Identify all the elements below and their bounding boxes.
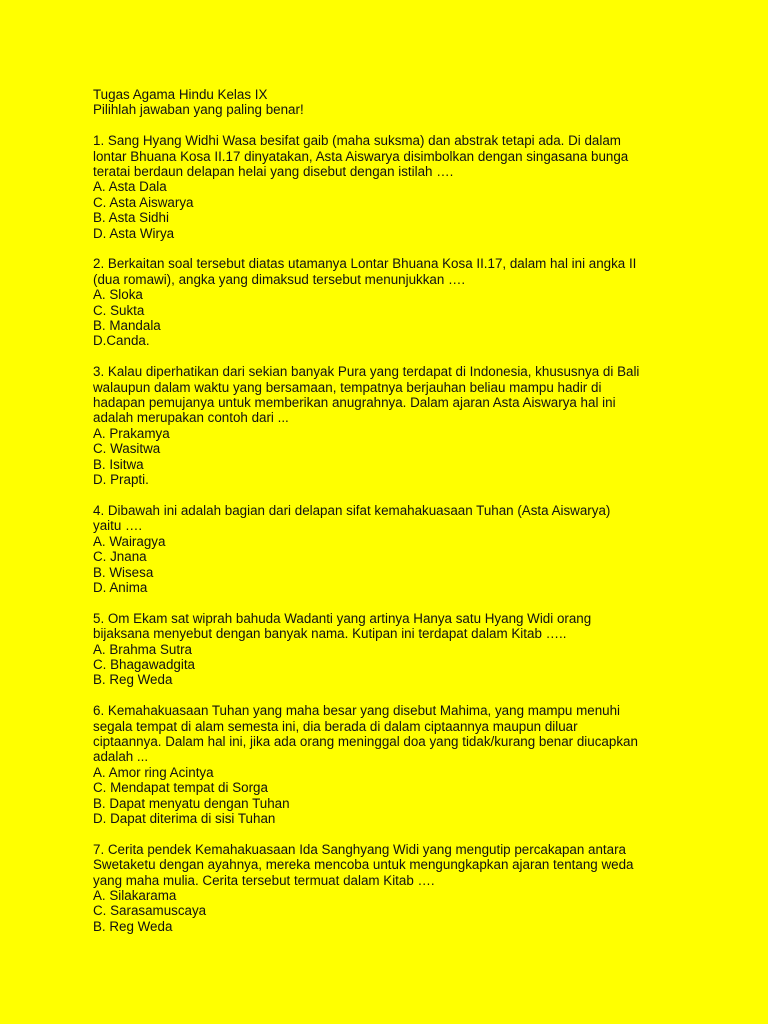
question-text-line: teratai berdaun delapan helai yang disebut dengan istilah …. — [93, 164, 454, 180]
answer-option: A. Brahma Sutra — [93, 641, 192, 657]
question-4 — [93, 503, 733, 595]
answer-option: B. Asta Sidhi — [93, 210, 169, 226]
answer-option: D. Prapti. — [93, 472, 149, 488]
question-text-line: 3. Kalau diperhatikan dari sekian banyak Pura yang terdapat di Indonesia, khususnya di Bali — [93, 364, 640, 380]
question-text-line: (dua romawi), angka yang dimaksud tersebut menunjukkan …. — [93, 271, 466, 287]
answer-option: B. Wisesa — [93, 564, 154, 580]
question-text-line: 7. Cerita pendek Kemahakuasaan Ida Sanghyang Widi yang mengutip percakapan antara — [93, 841, 627, 857]
answer-option: C. Bhagawadgita — [93, 656, 195, 672]
answer-option: C. Jnana — [93, 549, 147, 565]
question-text-line: 6. Kemahakuasaan Tuhan yang maha besar yang disebut Mahima, yang mampu menuhi — [93, 703, 621, 719]
question-text-line: walaupun dalam waktu yang bersamaan, tempatnya berjauhan beliau mampu hadir di — [93, 379, 602, 395]
answer-option: A. Asta Dala — [93, 179, 167, 195]
answer-option: C. Mendapat tempat di Sorga — [93, 780, 268, 796]
answer-option: D.Canda. — [93, 333, 150, 349]
question-2 — [93, 256, 733, 348]
answer-option: B. Reg Weda — [93, 918, 173, 934]
question-text-line: adalah merupakan contoh dari ... — [93, 410, 289, 426]
answer-option: A. Sloka — [93, 287, 143, 303]
answer-option: C. Sukta — [93, 302, 145, 318]
answer-option: A. Prakamya — [93, 425, 170, 441]
answer-option: B. Mandala — [93, 318, 161, 334]
document-instruction: Pilihlah jawaban yang paling benar! — [93, 102, 304, 118]
question-text-line: lontar Bhuana Kosa II.17 dinyatakan, Asta Aiswarya disimbolkan dengan singasana bunga — [93, 148, 629, 164]
question-3 — [93, 364, 733, 487]
question-7 — [93, 842, 733, 934]
question-text-line: bijaksana menyebut dengan banyak nama. Kutipan ini terdapat dalam Kitab ….. — [93, 626, 567, 642]
question-text-line: 2. Berkaitan soal tersebut diatas utamanya Lontar Bhuana Kosa II.17, dalam hal ini angka II — [93, 256, 637, 272]
question-text-line: 4. Dibawah ini adalah bagian dari delapan sifat kemahakuasaan Tuhan (Asta Aiswarya) — [93, 502, 611, 518]
answer-option: C. Asta Aiswarya — [93, 194, 194, 210]
answer-option: A. Silakarama — [93, 888, 177, 904]
answer-option: B. Isitwa — [93, 456, 144, 472]
question-text-line: adalah ... — [93, 749, 149, 765]
question-1 — [93, 133, 733, 241]
question-list — [93, 133, 733, 934]
answer-option: C. Wasitwa — [93, 441, 161, 457]
question-text-line: Swetaketu dengan ayahnya, mereka mencoba untuk mengungkapkan ajaran tentang weda — [93, 857, 634, 873]
question-text-line: 5. Om Ekam sat wiprah bahuda Wadanti yang artinya Hanya satu Hyang Widi orang — [93, 610, 592, 626]
answer-option: B. Reg Weda — [93, 672, 173, 688]
question-5 — [93, 611, 733, 688]
document-page — [93, 87, 733, 950]
answer-option: D. Asta Wirya — [93, 225, 175, 241]
answer-option: A. Amor ring Acintya — [93, 764, 214, 780]
answer-option: A. Wairagya — [93, 533, 166, 549]
question-text-line: segala tempat di alam semesta ini, dia berada di dalam ciptaannya maupun diluar — [93, 718, 578, 734]
question-6 — [93, 703, 733, 826]
answer-option: D. Dapat diterima di sisi Tuhan — [93, 811, 276, 826]
question-text-line: yang maha mulia. Cerita tersebut termuat dalam Kitab …. — [93, 872, 435, 888]
answer-option: B. Dapat menyatu dengan Tuhan — [93, 795, 290, 811]
question-text-line: ciptaannya. Dalam hal ini, jika ada orang meninggal doa yang tidak/kurang benar diucapkan — [93, 733, 638, 749]
question-text-line: 1. Sang Hyang Widhi Wasa besifat gaib (maha suksma) dan abstrak tetapi ada. Di dalam — [93, 133, 621, 149]
answer-option: C. Sarasamuscaya — [93, 903, 207, 919]
question-text-line: hadapan pemujanya untuk memberikan anugrahnya. Dalam ajaran Asta Aiswarya hal ini — [93, 395, 616, 411]
document-title: Tugas Agama Hindu Kelas IX — [93, 87, 268, 102]
answer-option: D. Anima — [93, 579, 148, 595]
spacer — [93, 118, 733, 133]
question-text-line: yaitu …. — [93, 518, 143, 534]
